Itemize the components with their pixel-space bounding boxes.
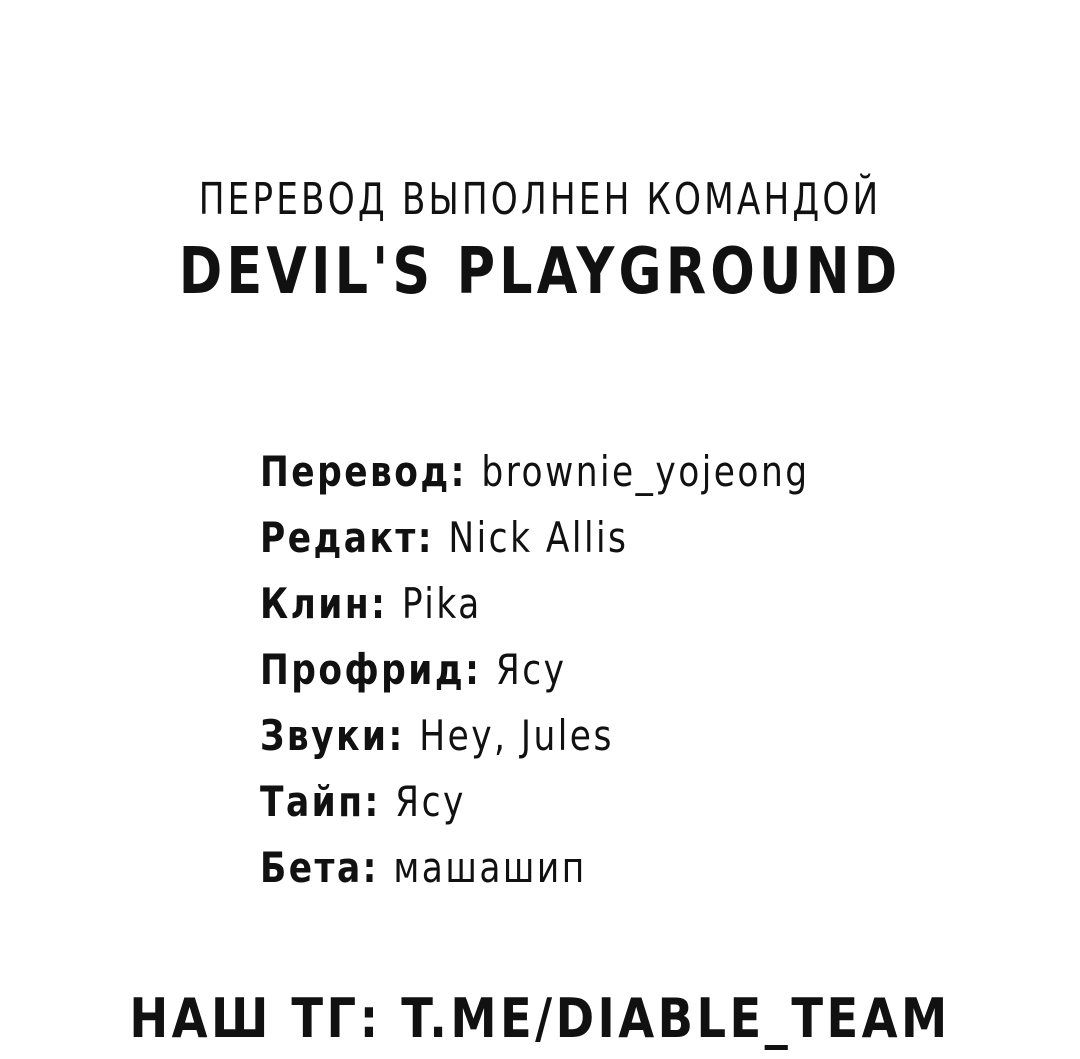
credit-value: машашип: [393, 843, 587, 892]
credit-label: Тайп:: [260, 777, 396, 826]
credit-row-beta: [260, 838, 834, 904]
team-credit-heading: ПЕРЕВОД ВЫПОЛНЕН КОМАНДОЙ: [198, 174, 882, 225]
credit-label: Бета:: [260, 843, 394, 892]
credit-value: Pika: [401, 579, 482, 628]
credit-label: Редакт:: [260, 513, 449, 562]
credit-label: Звуки:: [260, 711, 420, 760]
telegram-link-text: НАШ ТГ: T.ME/DIABLE_TEAM: [129, 987, 951, 1050]
credit-row-editing: [260, 508, 834, 574]
credit-value: Ясу: [495, 645, 567, 694]
credit-label: Профрид:: [260, 645, 496, 694]
credit-row-sound: [260, 706, 834, 772]
credit-value: Nick Allis: [448, 513, 629, 562]
credit-value: Ясу: [395, 777, 466, 826]
credit-row-typesetting: [260, 772, 834, 838]
credit-label: Перевод:: [260, 447, 482, 496]
credit-row-translation: [260, 442, 834, 508]
credit-row-proofreading: [260, 640, 834, 706]
team-name-title: DEVIL'S PLAYGROUND: [178, 235, 902, 309]
credit-value: brownie_yojeong: [481, 447, 810, 496]
credit-label: Клин:: [260, 579, 402, 628]
credits-list: [260, 442, 834, 904]
credit-row-cleaning: [260, 574, 834, 640]
credit-value: Hey, Jules: [419, 711, 614, 760]
